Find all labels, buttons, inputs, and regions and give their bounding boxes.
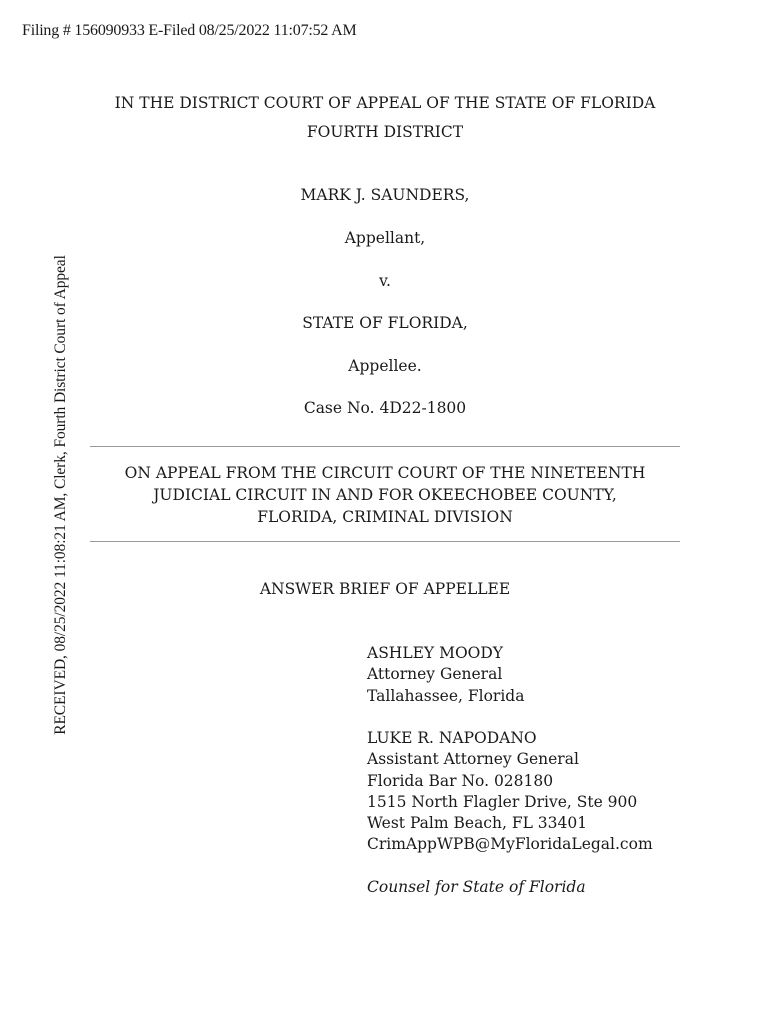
- case-number: Case No. 4D22-1800: [303, 399, 467, 417]
- ag-name: ASHLEY MOODY: [367, 644, 504, 662]
- email-address[interactable]: CrimAppWPB@MyFloridaLegal.com: [367, 835, 653, 854]
- versus: v.: [379, 272, 391, 290]
- address-line2: West Palm Beach, FL 33401: [367, 814, 588, 833]
- appeal-from-line3: FLORIDA, CRIMINAL DIVISION: [257, 508, 513, 526]
- ag-location: Tallahassee, Florida: [367, 686, 525, 705]
- appellee-role: Appellee.: [348, 357, 422, 375]
- appellee-name: STATE OF FLORIDA,: [302, 314, 468, 332]
- aag-title: Assistant Attorney General: [367, 750, 579, 769]
- aag-name: LUKE R. NAPODANO: [367, 729, 537, 747]
- appeal-from-line2: JUDICIAL CIRCUIT IN AND FOR OKEECHOBEE COUNTY,: [153, 486, 617, 504]
- appellant-role: Appellant,: [344, 229, 426, 247]
- assistant-ag-block: [367, 728, 653, 856]
- filing-header: Filing # 156090933 E-Filed 08/25/2022 11:07:52 AM: [22, 22, 357, 39]
- appeal-from-line1: ON APPEAL FROM THE CIRCUIT COURT OF THE NINETEENTH: [124, 464, 646, 482]
- attorney-general-block: [367, 643, 524, 707]
- court-name: IN THE DISTRICT COURT OF APPEAL OF THE STATE OF FLORIDA: [114, 94, 656, 112]
- court-district: FOURTH DISTRICT: [306, 123, 464, 141]
- brief-title: ANSWER BRIEF OF APPELLEE: [259, 580, 511, 598]
- received-stamp: RECEIVED, 08/25/2022 11:08:21 AM, Clerk, Fourth District Court of Appeal: [52, 255, 69, 735]
- address-line1: 1515 North Flagler Drive, Ste 900: [367, 792, 638, 811]
- top-divider: [90, 446, 680, 447]
- appellant-name: MARK J. SAUNDERS,: [300, 186, 470, 204]
- ag-title: Attorney General: [367, 665, 503, 684]
- bottom-divider: [90, 541, 680, 542]
- appeal-from: [90, 462, 680, 528]
- counsel-role: Counsel for State of Florida: [367, 878, 586, 896]
- bar-number: Florida Bar No. 028180: [367, 771, 554, 790]
